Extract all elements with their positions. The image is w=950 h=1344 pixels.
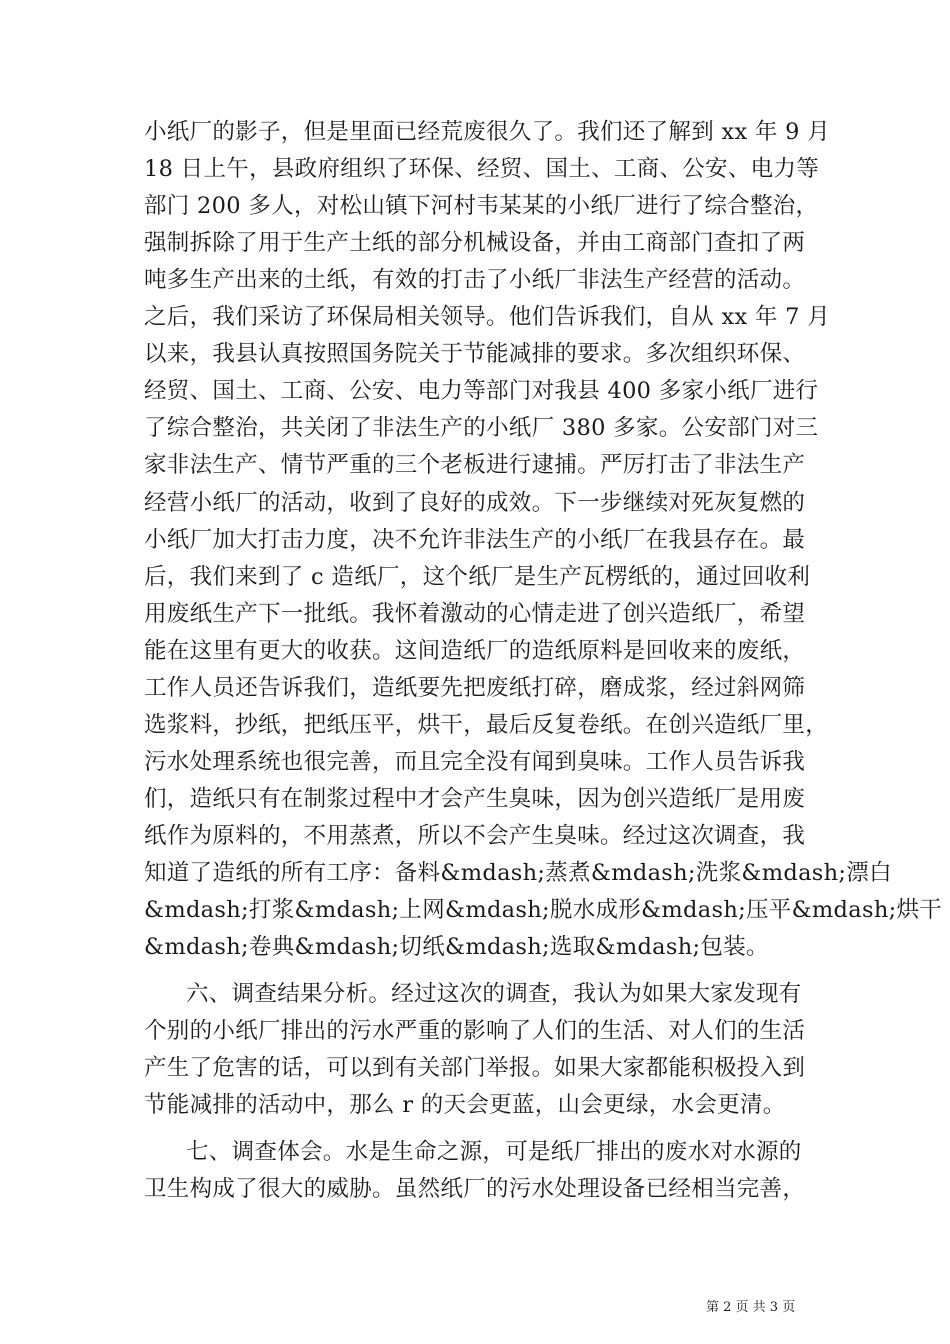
page-footer: 第 2 页 共 3 页	[706, 1300, 796, 1315]
text-line: 七、调查体会。水是生命之源，可是纸厂排出的废水对水源的	[186, 1139, 802, 1166]
text-line: 用废纸生产下一批纸。我怀着激动的心情走进了创兴造纸厂，希望	[144, 600, 806, 627]
text-line: 六、调查结果分析。经过这次的调查，我认为如果大家发现有	[186, 981, 802, 1008]
text-line: 之后，我们采访了环保局相关领导。他们告诉我们，自从 xx 年 7 月	[144, 304, 831, 331]
text-line: 小纸厂的影子，但是里面已经荒废很久了。我们还了解到 xx 年 9 月	[144, 119, 831, 145]
text-line: &mdash;打浆&mdash;上网&mdash;脱水成形&mdash;压平&mdash;烘干	[144, 897, 943, 923]
text-line: 小纸厂加大打击力度，决不允许非法生产的小纸厂在我县存在。最	[144, 526, 806, 553]
text-line: 能在这里有更大的收获。这间造纸厂的造纸原料是回收来的废纸，	[144, 637, 806, 664]
text-line: &mdash;卷典&mdash;切纸&mdash;选取&mdash;包装。	[144, 934, 769, 961]
text-line: 后，我们来到了 c 造纸厂，这个纸厂是生产瓦楞纸的，通过回收利	[144, 563, 811, 590]
text-line: 产生了危害的话，可以到有关部门举报。如果大家都能积极投入到	[144, 1055, 806, 1082]
text-line: 强制拆除了用于生产土纸的部分机械设备，并由工商部门查扣了两	[144, 230, 806, 257]
text-line: 以来，我县认真按照国务院关于节能减排的要求。多次组织环保、	[144, 341, 806, 368]
text-line: 知道了造纸的所有工序：备料&mdash;蒸煮&mdash;洗浆&mdash;漂白	[144, 860, 892, 886]
text-line: 个别的小纸厂排出的污水严重的影响了人们的生活、对人们的生活	[144, 1018, 806, 1045]
text-line: 们，造纸只有在制浆过程中才会产生臭味，因为创兴造纸厂是用废	[144, 785, 806, 812]
text-line: 选浆料，抄纸，把纸压平，烘干，最后反复卷纸。在创兴造纸厂里，	[144, 711, 829, 738]
text-line: 经贸、国土、工商、公安、电力等部门对我县 400 多家小纸厂进行	[144, 378, 819, 405]
text-line: 18 日上午，县政府组织了环保、经贸、国土、工商、公安、电力等	[144, 156, 820, 183]
text-line: 部门 200 多人，对松山镇下河村韦某某的小纸厂进行了综合整治，	[144, 193, 819, 220]
text-line: 纸作为原料的，不用蒸煮，所以不会产生臭味。经过这次调查，我	[144, 822, 806, 849]
text-line: 污水处理系统也很完善，而且完全没有闻到臭味。工作人员告诉我	[144, 748, 806, 775]
text-line: 家非法生产、情节严重的三个老板进行逮捕。严厉打击了非法生产	[144, 452, 806, 479]
text-line: 吨多生产出来的土纸，有效的打击了小纸厂非法生产经营的活动。	[144, 267, 806, 294]
text-line: 经营小纸厂的活动，收到了良好的成效。下一步继续对死灰复燃的	[144, 489, 806, 516]
text-line: 卫生构成了很大的威胁。虽然纸厂的污水处理设备已经相当完善，	[144, 1176, 806, 1203]
text-line: 节能减排的活动中，那么 r 的天会更蓝，山会更绿，水会更清。	[144, 1092, 786, 1119]
text-line: 了综合整治，共关闭了非法生产的小纸厂 380 多家。公安部门对三	[144, 415, 819, 442]
text-line: 工作人员还告诉我们，造纸要先把废纸打碎，磨成浆，经过斜网筛	[144, 674, 806, 701]
